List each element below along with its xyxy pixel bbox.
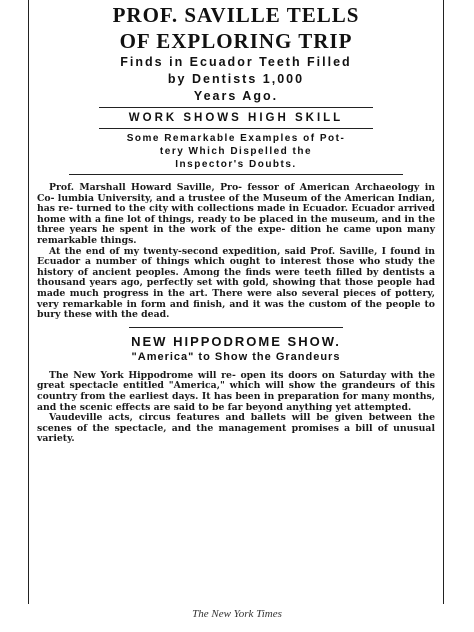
divider-rule (129, 327, 343, 328)
headline-line-1: PROF. SAVILLE TELLS (112, 3, 360, 27)
subhead-title: NEW HIPPODROME SHOW. (131, 333, 341, 349)
divider-rule (99, 107, 373, 108)
divider-rule (69, 174, 403, 175)
article-paragraph: The New York Hippodrome will re- open its doors on Saturday with the great spectacle entitled "America," which will show the grandeurs of this country from the earliest days. It has been in preparation for many months, and the scenic effects are said to be far beyond anything yet attempted. (37, 369, 435, 413)
article-body (37, 183, 435, 321)
headline-line-2: OF EXPLORING TRIP (119, 29, 353, 53)
deck-line-2: by Dentists 1,000 (167, 72, 305, 86)
divider-rule (99, 128, 373, 129)
article-paragraph: Prof. Marshall Howard Saville, Pro- fessor of American Archaeology in Co- lumbia University, and a trustee of the Museum of the American Indian, has re- turned to the city with collections made in Ecuador. Ecuador arrived home with a fine lot of things, ready to be placed in the museum, and in the three years he spent in the work of the expe- dition he came upon many remarkable things. (37, 182, 435, 246)
third-deck-line-2: tery Which Dispelled the (159, 146, 313, 157)
second-deck: WORK SHOWS HIGH SKILL (128, 112, 344, 124)
third-deck-line-3: Inspector's Doubts. (175, 159, 297, 170)
deck-line-3: Years Ago. (193, 89, 279, 103)
article-paragraph: At the end of my twenty-second expedition, said Prof. Saville, I found in Ecuador a number of things which ought to interest those who study the history of ancient peoples. Among the finds were teeth filled by dentists a thousand years ago, perfectly set with gold, showing that those people had made much progress in the art. There were also several pieces of pottery, very remarkable in form and finish, and it was the custom of the people to bury these with the dead. (37, 245, 435, 321)
subhead-subtitle: "America" to Show the Grandeurs (131, 350, 341, 363)
article-paragraph: Vaudeville acts, circus features and ballets will be given between the scenes of the spectacle, and the management promises a bill of unusual variety. (37, 412, 435, 445)
newspaper-masthead-footer: The New York Times (192, 608, 282, 620)
second-article-body (37, 371, 435, 445)
deck-line-1: Finds in Ecuador Teeth Filled (120, 55, 352, 69)
article-column (28, 0, 444, 604)
third-deck-line-1: Some Remarkable Examples of Pot- (126, 133, 346, 144)
